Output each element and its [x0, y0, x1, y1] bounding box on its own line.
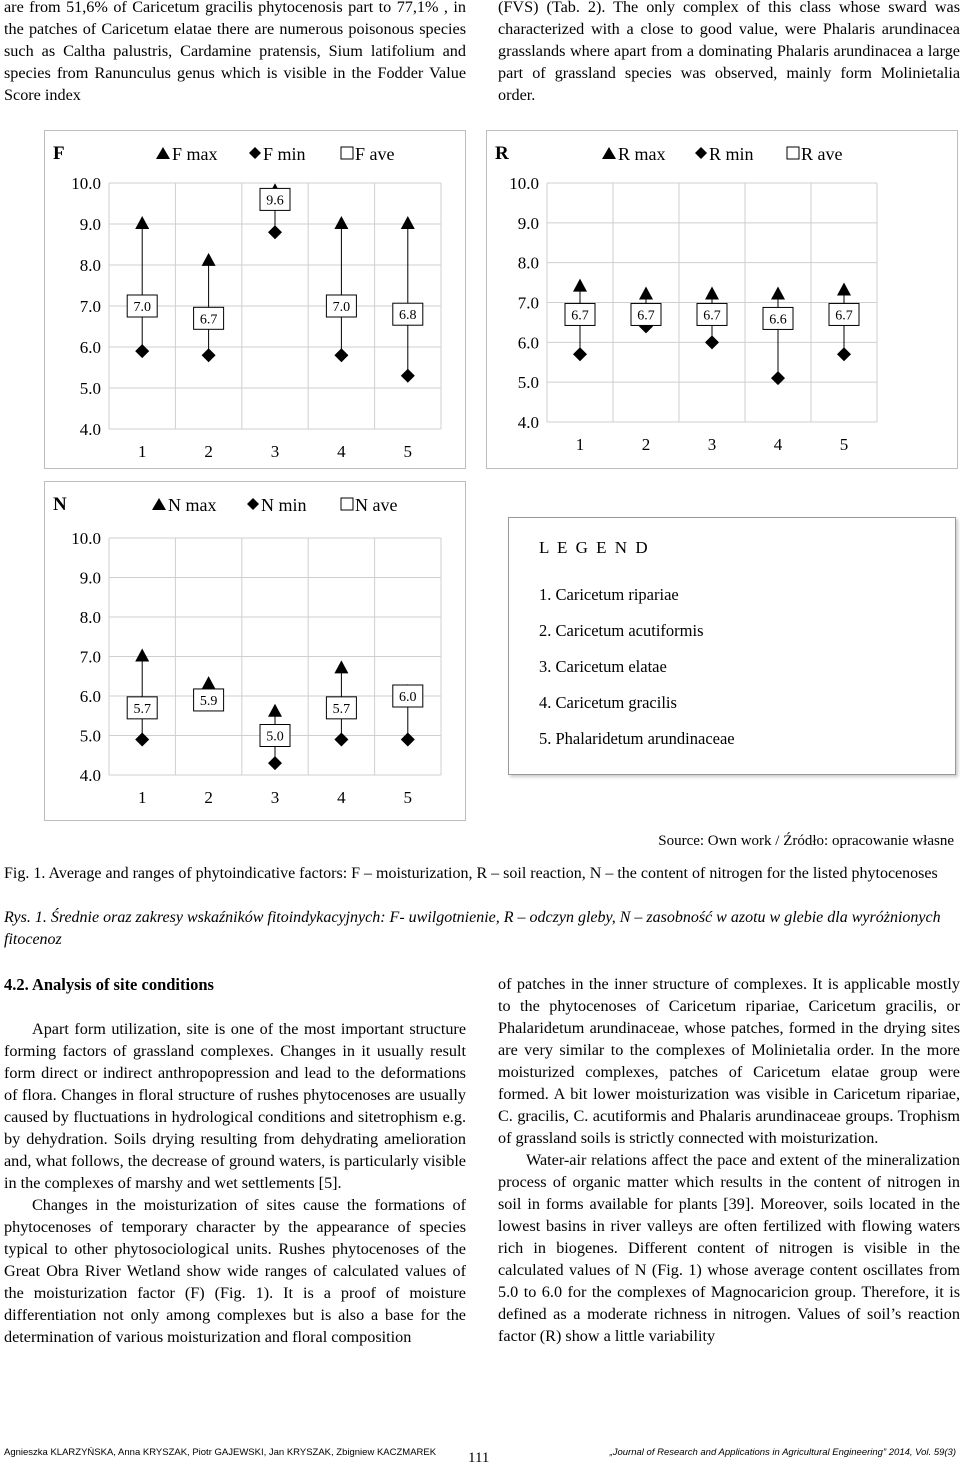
- chart-n-svg: [45, 482, 465, 820]
- y-tick-label: 10.0: [509, 174, 539, 193]
- y-tick-label: 6.0: [517, 333, 539, 353]
- legend-item: 2. Caricetum acutiformis: [539, 621, 704, 640]
- min-marker: [837, 347, 851, 361]
- min-marker: [268, 756, 282, 770]
- chart-r: [486, 130, 958, 469]
- y-tick-label: 9.0: [79, 568, 101, 588]
- max-marker: [334, 216, 348, 229]
- x-tick-label: 5: [403, 788, 413, 807]
- data-label: 5.7: [332, 701, 351, 717]
- chart-title: F: [53, 143, 65, 164]
- legend-ave-marker: [787, 147, 799, 159]
- y-tick-label: 7.0: [79, 297, 101, 316]
- data-label: 6.7: [703, 308, 721, 324]
- max-marker: [135, 649, 149, 662]
- y-tick-label: 10.0: [71, 174, 101, 193]
- x-tick-label: 3: [270, 442, 280, 461]
- x-tick-label: 2: [204, 442, 213, 461]
- footer-authors: Agnieszka KLARZYŃSKA, Anna KRYSZAK, Piotr GAJEWSKI, Jan KRYSZAK, Zbigniew KACZMAREK: [4, 1447, 437, 1458]
- y-tick-label: 4.0: [79, 766, 101, 785]
- legend-max-marker: [156, 147, 170, 159]
- legend-label: F ave: [355, 144, 395, 164]
- y-tick-label: 4.0: [79, 420, 101, 439]
- min-marker: [135, 344, 149, 358]
- x-tick-label: 4: [337, 788, 346, 807]
- data-label: 6.0: [399, 690, 417, 705]
- min-marker: [202, 348, 216, 362]
- legend-max-marker: [152, 498, 166, 510]
- top-right-text: (FVS) (Tab. 2). The only complex of this class whose sward was characterized with a close to good value, were Phalaris arundinacea grasslands where apart from a dominating Phalaris arundinacea a large part of grassland species was observed, mainly form Molinietalia order.: [498, 0, 960, 104]
- data-label: 6.7: [199, 312, 218, 328]
- max-marker: [705, 287, 719, 300]
- top-left-paragraph: [4, 0, 466, 106]
- y-tick-label: 5.0: [79, 379, 101, 398]
- legend-label: N min: [261, 495, 307, 515]
- legend-label: N max: [168, 495, 217, 515]
- legend-label: R max: [618, 144, 666, 164]
- x-tick-label: 4: [337, 442, 346, 461]
- data-label: 9.6: [266, 193, 284, 209]
- min-marker: [334, 348, 348, 362]
- max-marker: [771, 287, 785, 300]
- data-label: 6.7: [835, 308, 853, 324]
- max-marker: [401, 216, 415, 229]
- max-marker: [573, 279, 587, 292]
- body-left-column: [4, 1018, 466, 1348]
- figure-caption-en: Fig. 1. Average and ranges of phytoindicative factors: F – moisturization, R – soil reaction, N – the content of nitrogen for the listed phytocenoses: [4, 865, 938, 882]
- max-marker: [135, 216, 149, 229]
- data-label: 6.8: [399, 308, 417, 324]
- legend-item: 5. Phalaridetum arundinaceae: [539, 729, 735, 748]
- max-marker: [268, 704, 282, 717]
- legend-label: R min: [709, 144, 754, 164]
- y-tick-label: 7.0: [517, 293, 539, 313]
- min-marker: [401, 732, 415, 746]
- data-label: 6.7: [571, 308, 589, 324]
- legend-min-marker: [249, 147, 261, 159]
- legend-min-marker: [247, 498, 259, 510]
- min-marker: [135, 732, 149, 746]
- body-paragraph: Apart form utilization, site is one of the most important structure forming factors of grassland complexes. Changes in it usually result form direct or indirect anthropopression and lead to the deformations of flora. Changes in floral structure of rushes phytocenoses are usually caused by fluctuations in hydrological conditions and sitetrophism e.g. by dehydration. Soils drying resulting from dehydrating amelioration and, what follows, the decrease of ground waters, is particularly visible in the complexes of marshy and wet settlements [5].: [4, 1020, 466, 1192]
- legend-max-marker: [602, 147, 616, 159]
- y-tick-label: 8.0: [517, 253, 539, 273]
- min-marker: [334, 732, 348, 746]
- x-tick-label: 2: [641, 435, 651, 454]
- data-label: 5.0: [266, 729, 284, 745]
- y-tick-label: 6.0: [79, 687, 101, 706]
- y-tick-label: 5.0: [79, 726, 101, 746]
- y-tick-label: 5.0: [517, 373, 539, 393]
- y-tick-label: 6.0: [79, 338, 101, 357]
- legend-label: R ave: [801, 144, 843, 164]
- legend-ave-marker: [341, 498, 353, 510]
- y-tick-label: 9.0: [517, 213, 539, 233]
- min-marker: [705, 335, 719, 349]
- footer-journal: „Journal of Research and Applications in Agricultural Engineering” 2014, Vol. 59(3): [609, 1447, 956, 1458]
- max-marker: [639, 287, 653, 300]
- x-tick-label: 1: [575, 435, 585, 454]
- legend-box: [508, 517, 956, 775]
- y-tick-label: 8.0: [79, 608, 101, 627]
- body-paragraph: Changes in the moisturization of sites cause the formations of phytocenoses of temporary character by the appearance of species typical to other phytosociological units. Rushes phytocenoses of the Great Obra River Wetland show wide ranges of calculated values of the moisturization factor (F) (Fig. 1). It is a proof of moisture differentiation not only among complexes but is also a base for the determination of various moisturization and floral composition: [4, 1196, 466, 1346]
- y-tick-label: 9.0: [79, 215, 101, 234]
- max-marker: [202, 676, 216, 689]
- data-label: 5.9: [199, 693, 218, 709]
- legend-label: F max: [172, 144, 218, 164]
- x-tick-label: 4: [773, 435, 783, 454]
- figure-caption-pl: Rys. 1. Średnie oraz zakresy wskaźników fitoindykacyjnych: F- uwilgotnienie, R – odczyn gleby, N – zasobność w azotu w glebie dla wyróżnionych fitocenoz: [4, 909, 941, 948]
- legend-label: N ave: [355, 495, 398, 515]
- max-marker: [837, 283, 851, 296]
- min-marker: [268, 225, 282, 239]
- x-tick-label: 2: [204, 788, 213, 807]
- x-tick-label: 3: [707, 435, 717, 454]
- chart-title: R: [495, 143, 509, 164]
- y-tick-label: 7.0: [79, 647, 101, 667]
- x-tick-label: 1: [137, 442, 147, 461]
- max-marker: [202, 253, 216, 266]
- body-right-column: [498, 973, 960, 1347]
- data-label: 5.7: [133, 701, 151, 717]
- top-right-paragraph: [498, 0, 960, 106]
- x-tick-label: 1: [137, 788, 147, 807]
- source-note: Source: Own work / Źródło: opracowanie własne: [658, 833, 954, 849]
- chart-f-svg: [45, 131, 465, 468]
- chart-r-svg: [487, 131, 957, 468]
- legend-min-marker: [695, 147, 707, 159]
- max-marker: [334, 660, 348, 673]
- y-tick-label: 8.0: [79, 256, 101, 275]
- body-paragraph: Water-air relations affect the pace and extent of the mineralization process of organic matter which results in the content of nitrogen in soil in forms available for plants [39]. Moreover, soils located in the lowest basins in river valleys are often fertilized with flowing waters rich in biogenes. Different content of nitrogen is visible in the calculated values of N (Fig. 1) whose average content oscillates from 5.0 to 6.0 for the complexes of Magnocaricion group. Therefore, it is defined as a moderate richness in nitrogen. Values of soil’s reaction factor (R) show a little variability: [498, 1151, 960, 1345]
- x-tick-label: 3: [270, 788, 280, 807]
- legend-item: 1. Caricetum ripariae: [539, 585, 679, 604]
- x-tick-label: 5: [403, 442, 413, 461]
- legend-title: L E G E N D: [539, 538, 650, 557]
- data-label: 7.0: [332, 300, 351, 315]
- top-left-text: are from 51,6% of Caricetum gracilis phytocenosis part to 77,1% , in the patches of Caricetum elatae there are numerous poisonous species such as Caltha palustris, Cardamine pratensis, Sium latifolium and species from Ranunculus genus which is visible in the Fodder Value Score index: [4, 0, 466, 104]
- chart-f: [44, 130, 466, 469]
- min-marker: [771, 371, 785, 385]
- legend-item: 4. Caricetum gracilis: [539, 693, 677, 712]
- page-number: 111: [468, 1450, 490, 1466]
- data-label: 6.7: [637, 308, 655, 324]
- x-tick-label: 5: [839, 435, 849, 454]
- legend-item: 3. Caricetum elatae: [539, 657, 667, 676]
- chart-title: N: [53, 494, 67, 515]
- min-marker: [573, 347, 587, 361]
- y-tick-label: 10.0: [71, 529, 101, 548]
- data-label: 6.6: [769, 312, 787, 328]
- legend-label: F min: [263, 144, 306, 164]
- legend-ave-marker: [341, 147, 353, 159]
- y-tick-label: 4.0: [517, 413, 539, 432]
- min-marker: [401, 369, 415, 383]
- chart-n: [44, 481, 466, 821]
- section-heading: 4.2. Analysis of site conditions: [4, 975, 214, 994]
- data-label: 7.0: [133, 300, 151, 315]
- body-paragraph: of patches in the inner structure of complexes. It is applicable mostly to the phytocenoses of Caricetum ripariae, Caricetum gracilis, or Phalaridetum arundinaceae, whose patches, formed in the drying sites are very similar to the complexes of Molinietalia order. In the more moisturized complexes, patches of Caricetum elatae group were formed. A bit lower moisturization was visible in Caricetum ripariae, C. gracilis, C. acutiformis and Phalaris arundinaceae groups. Trophism of grassland soils is strictly connected with moisturization.: [498, 975, 960, 1147]
